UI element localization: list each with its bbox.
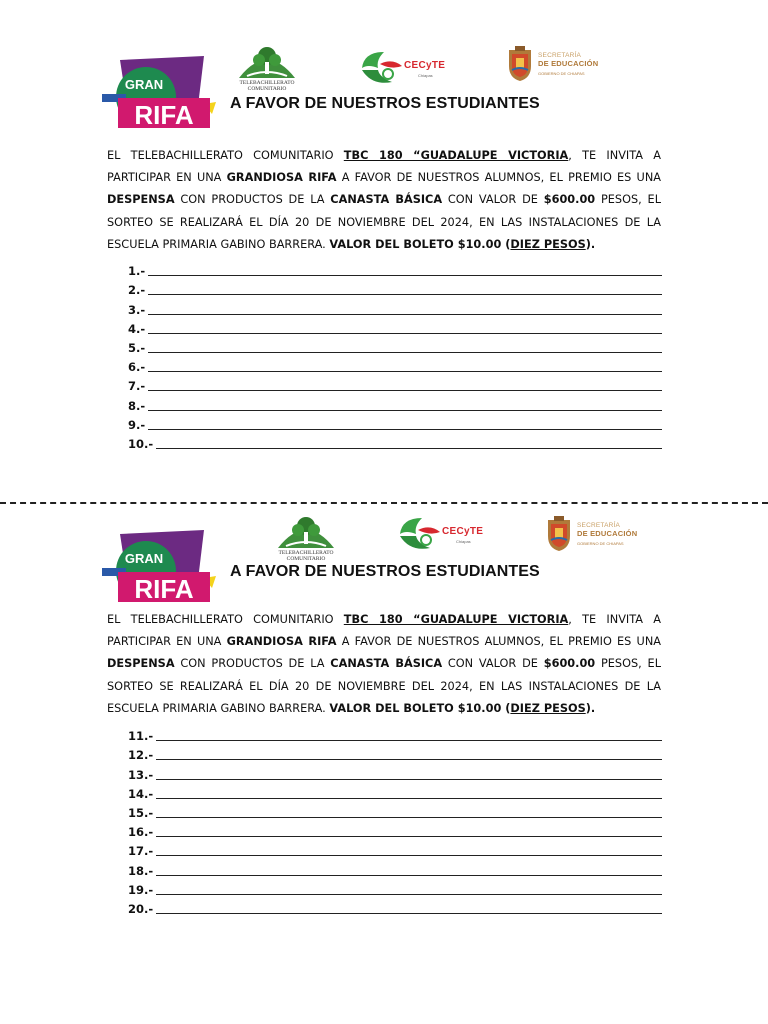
gran-rifa-badge (100, 52, 216, 142)
name-blank-line[interactable] (156, 874, 662, 876)
badge-gran-text: GRAN (124, 77, 164, 92)
prize-value: $600.00 (543, 193, 596, 207)
ticket-line[interactable] (128, 820, 662, 839)
name-blank-line[interactable] (156, 816, 662, 818)
flyer-heading: A FAVOR DE NUESTROS ESTUDIANTES (230, 95, 540, 112)
ticket-number: 2.- (128, 283, 146, 298)
ticket-line[interactable] (128, 801, 662, 820)
raffle-name: GRANDIOSA RIFA (226, 635, 337, 649)
cecyte-sublabel: Chiapas (418, 73, 433, 78)
badge-rifa-text: RIFA (134, 100, 194, 130)
ticket-number: 5.- (128, 340, 146, 355)
cecyte-label: CECyTE (442, 526, 484, 537)
ticket-number: 1.- (128, 264, 146, 279)
secretaria-label: SECRETARÍA (538, 52, 582, 59)
cecyte-logo (396, 514, 484, 554)
name-blank-line[interactable] (148, 313, 662, 315)
name-blank-line[interactable] (156, 893, 662, 895)
ticket-number: 10.- (128, 436, 154, 451)
ticket-line[interactable] (128, 878, 662, 897)
ticket-number: 9.- (128, 417, 146, 432)
ticket-number: 16.- (128, 825, 154, 840)
name-blank-line[interactable] (148, 274, 662, 276)
cecyte-logo (358, 48, 446, 88)
ticket-number: 13.- (128, 767, 154, 782)
name-blank-line[interactable] (148, 389, 662, 391)
ticket-number: 20.- (128, 901, 154, 916)
name-blank-line[interactable] (156, 739, 662, 741)
name-blank-line[interactable] (148, 332, 662, 334)
ticket-line[interactable] (128, 278, 662, 297)
name-blank-line[interactable] (156, 797, 662, 799)
ticket-number: 11.- (128, 729, 154, 744)
ticket-line[interactable] (128, 413, 662, 432)
de-educacion-label: DE EDUCACIÓN (538, 59, 599, 68)
ticket-number: 6.- (128, 360, 146, 375)
ticket-number: 3.- (128, 302, 146, 317)
gobierno-label: GOBIERNO DE CHIAPAS (577, 541, 624, 546)
school-name: TBC 180 “GUADALUPE VICTORIA (343, 613, 569, 626)
name-blank-line[interactable] (156, 854, 662, 856)
ticket-line[interactable] (128, 259, 662, 278)
prize-name: DESPENSA (107, 657, 175, 671)
secretaria-educacion-logo (506, 46, 606, 86)
badge-rifa-text: RIFA (134, 574, 194, 604)
name-blank-line[interactable] (156, 912, 662, 914)
ticket-line[interactable] (128, 858, 662, 877)
gobierno-label: GOBIERNO DE CHIAPAS (538, 71, 585, 76)
telebachillerato-label: TELEBACHILLERATO COMUNITARIO (278, 550, 334, 562)
ticket-lines-top (128, 259, 662, 451)
ticket-number: 15.- (128, 805, 154, 820)
ticket-line[interactable] (128, 355, 662, 374)
de-educacion-label: DE EDUCACIÓN (577, 529, 638, 538)
name-blank-line[interactable] (148, 293, 662, 295)
cecyte-label: CECyTE (404, 60, 446, 71)
name-blank-line[interactable] (148, 370, 662, 372)
name-blank-line[interactable] (156, 778, 662, 780)
ticket-price: VALOR DEL BOLETO $10.00 (DIEZ PESOS). (329, 237, 596, 251)
raffle-flyer-top (0, 0, 768, 495)
cut-dashed-line (0, 502, 768, 504)
ticket-line[interactable] (128, 336, 662, 355)
ticket-line[interactable] (128, 743, 662, 762)
ticket-price: VALOR DEL BOLETO $10.00 (DIEZ PESOS). (329, 701, 596, 715)
telebachillerato-logo (233, 42, 301, 92)
ticket-line[interactable] (128, 317, 662, 336)
basket-name: CANASTA BÁSICA (330, 193, 443, 207)
ticket-number: 14.- (128, 786, 154, 801)
name-blank-line[interactable] (156, 835, 662, 837)
flyer-heading: A FAVOR DE NUESTROS ESTUDIANTES (230, 563, 540, 580)
secretaria-label: SECRETARÍA (577, 522, 621, 529)
ticket-line[interactable] (128, 897, 662, 916)
name-blank-line[interactable] (156, 447, 662, 449)
name-blank-line[interactable] (148, 409, 662, 411)
ticket-line[interactable] (128, 782, 662, 801)
ticket-number: 19.- (128, 882, 154, 897)
name-blank-line[interactable] (148, 351, 662, 353)
telebachillerato-logo (272, 512, 340, 562)
ticket-line[interactable] (128, 839, 662, 858)
raffle-flyer-bottom (0, 508, 768, 928)
ticket-line[interactable] (128, 297, 662, 316)
badge-gran-text: GRAN (124, 551, 164, 566)
ticket-number: 4.- (128, 321, 146, 336)
prize-name: DESPENSA (107, 193, 175, 207)
secretaria-educacion-logo (545, 516, 645, 556)
prize-value: $600.00 (543, 657, 596, 671)
ticket-line[interactable] (128, 374, 662, 393)
ticket-number: 18.- (128, 863, 154, 878)
ticket-line[interactable] (128, 393, 662, 412)
ticket-number: 17.- (128, 844, 154, 859)
telebachillerato-label: TELEBACHILLERATO COMUNITARIO (239, 80, 295, 92)
ticket-lines-bottom (128, 724, 662, 916)
ticket-line[interactable] (128, 762, 662, 781)
ticket-number: 7.- (128, 379, 146, 394)
ticket-number: 12.- (128, 748, 154, 763)
raffle-name: GRANDIOSA RIFA (226, 171, 337, 185)
basket-name: CANASTA BÁSICA (330, 657, 443, 671)
gran-rifa-badge (100, 526, 216, 616)
ticket-number: 8.- (128, 398, 146, 413)
ticket-line[interactable] (128, 432, 662, 451)
invitation-paragraph: EL TELEBACHILLERATO COMUNITARIO TBC 180 “GUADALUPE VICTORIA, TE INVITA A PARTICIPAR EN UNA GRANDIOSA RIFA A FAVOR DE NUESTROS ALUMNOS, EL PREMIO ES UNA DESPENSA CON PRODUCTOS DE LA CANASTA BÁSICA CON VALOR DE $600.00 PESOS, EL SORTEO SE REALIZARÁ EL DÍA 20 DE NOVIEMBRE DEL 2024, EN LAS INSTALACIONES DE LA ESCUELA PRIMARIA GABINO BARRERA. VALOR DEL BOLETO $10.00 (DIEZ PESOS). (107, 613, 662, 715)
ticket-line[interactable] (128, 724, 662, 743)
name-blank-line[interactable] (148, 428, 662, 430)
invitation-paragraph: EL TELEBACHILLERATO COMUNITARIO TBC 180 “GUADALUPE VICTORIA, TE INVITA A PARTICIPAR EN UNA GRANDIOSA RIFA A FAVOR DE NUESTROS ALUMNOS, EL PREMIO ES UNA DESPENSA CON PRODUCTOS DE LA CANASTA BÁSICA CON VALOR DE $600.00 PESOS, EL SORTEO SE REALIZARÁ EL DÍA 20 DE NOVIEMBRE DEL 2024, EN LAS INSTALACIONES DE LA ESCUELA PRIMARIA GABINO BARRERA. VALOR DEL BOLETO $10.00 (DIEZ PESOS). (107, 149, 662, 251)
school-name: TBC 180 “GUADALUPE VICTORIA (343, 149, 569, 162)
cecyte-sublabel: Chiapas (456, 539, 471, 544)
name-blank-line[interactable] (156, 758, 662, 760)
